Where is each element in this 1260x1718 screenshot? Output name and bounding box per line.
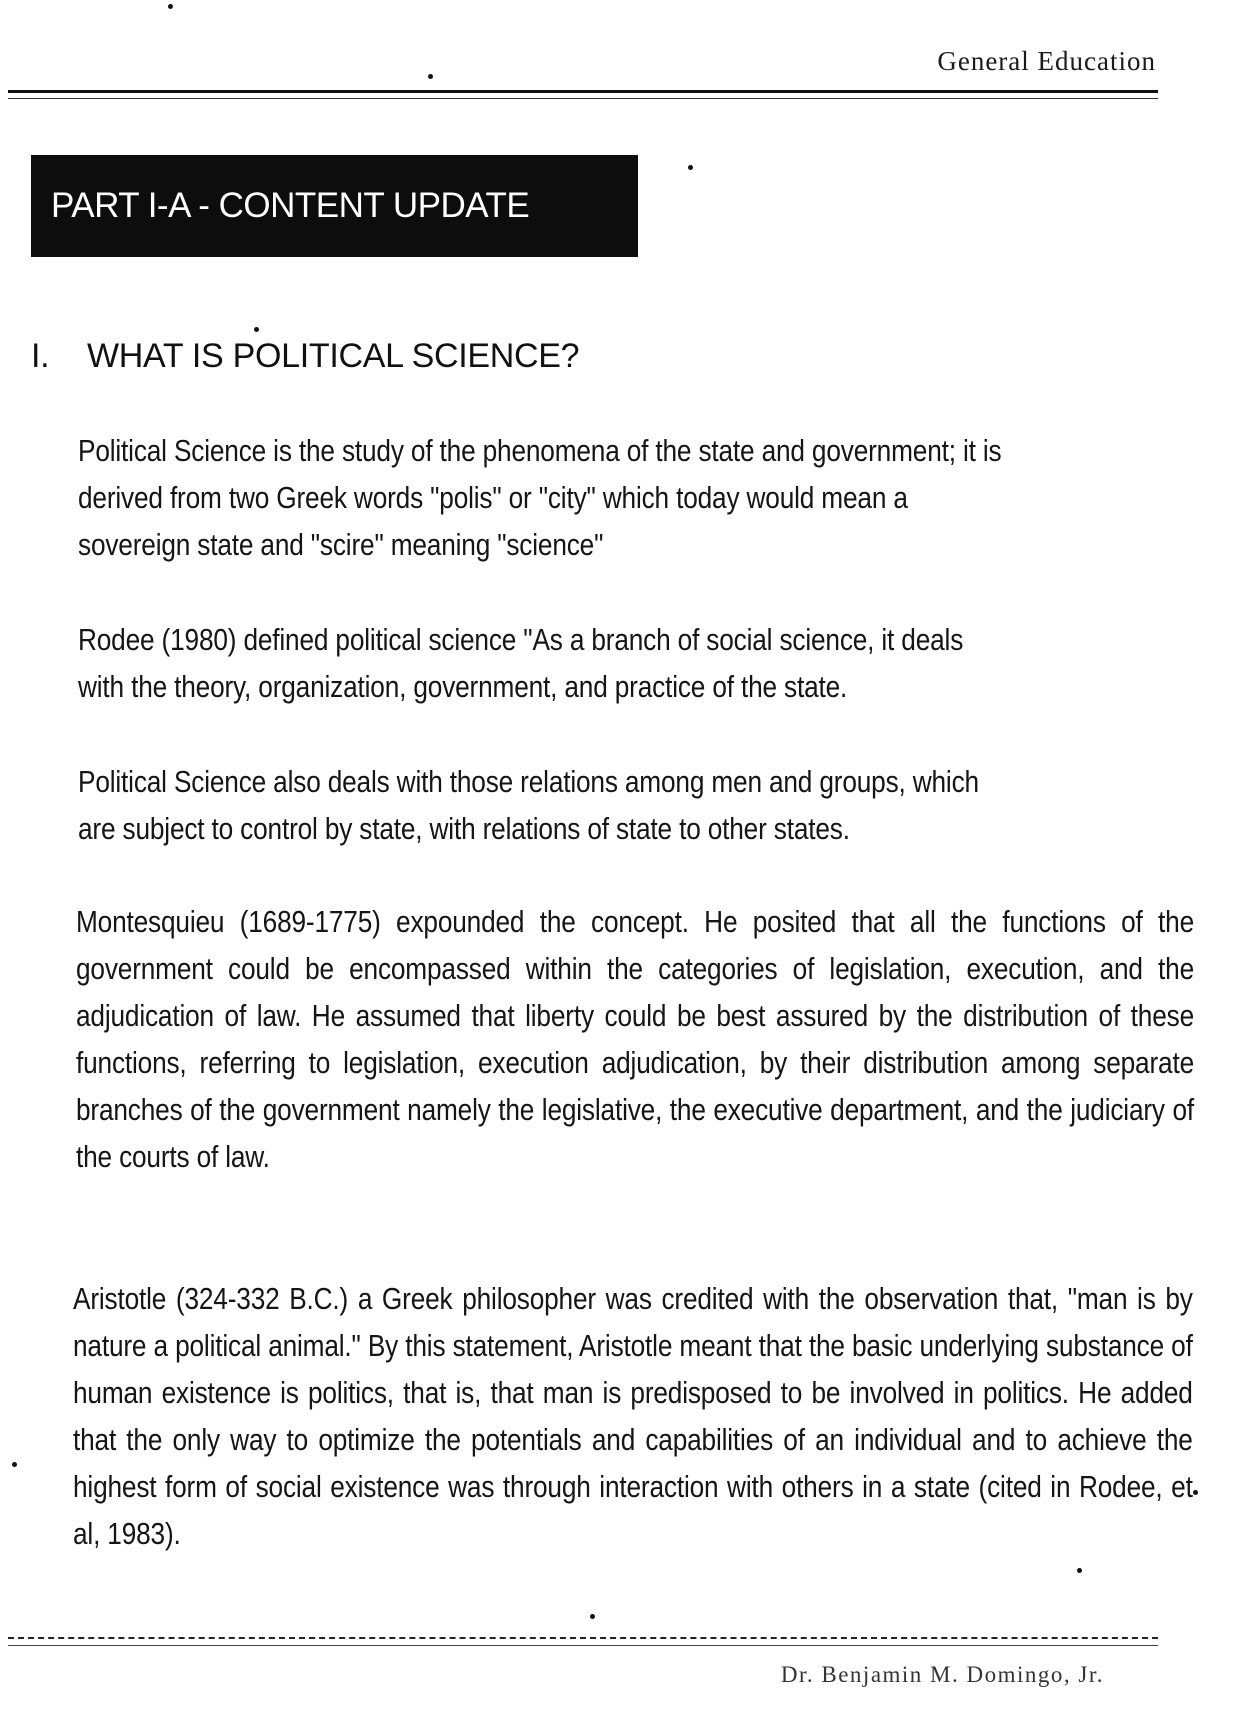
paragraph-relations: Political Science also deals with those relations among men and groups, which are subject to control by state, with relations of state to other states. [78,765,979,846]
scan-speck [254,327,259,332]
footer-rule-thin [8,1645,1158,1646]
header-rule [8,90,1158,93]
section-number: I. [31,337,50,375]
part-banner [31,155,638,257]
scan-speck [1193,1490,1198,1495]
scan-speck [688,165,693,170]
running-footer-author: Dr. Benjamin M. Domingo, Jr. [780,1662,1104,1687]
scan-speck [12,1462,17,1467]
header-rule-thin [8,98,1158,99]
section-heading [31,337,579,376]
paragraph-rodee: Rodee (1980) defined political science "As a branch of social science, it deals with the theory, organization, government, and practice of the state. [78,623,964,704]
scan-speck [1077,1568,1082,1573]
footer-rule [8,1637,1158,1639]
paragraph-montesquieu: Montesquieu (1689-1775) expounded the concept. He posited that all the functions of the government could be encompassed within the categories of legislation, execution, and the adjudication of law. He assumed that liberty could be best assured by the distribution of these functions, referring to legislation, execution adjudication, by their distribution among separate branches of the government namely the legislative, the executive department, and the judiciary of the courts of law. [76,905,1194,1174]
scan-speck [428,74,433,79]
part-banner-label: PART I-A - CONTENT UPDATE [51,186,530,225]
paragraph-definition: Political Science is the study of the phenomena of the state and government; it is derived from two Greek words "polis" or "city" which today would mean a sovereign state and "scire" meaning "science" [78,434,1002,562]
scan-speck [590,1614,595,1619]
section-title: WHAT IS POLITICAL SCIENCE? [87,337,580,375]
running-header-title: General Education [937,46,1156,76]
scan-speck [168,4,173,9]
paragraph-aristotle: Aristotle (324-332 B.C.) a Greek philosopher was credited with the observation that, "man is by nature a political animal." By this statement, Aristotle meant that the basic underlying substance of human existence is politics, that is, that man is predisposed to be involved in politics. He added that the only way to optimize the potentials and capabilities of an individual and to achieve the highest form of social existence was through interaction with others in a state (cited in Rodee, et al, 1983). [73,1282,1193,1551]
